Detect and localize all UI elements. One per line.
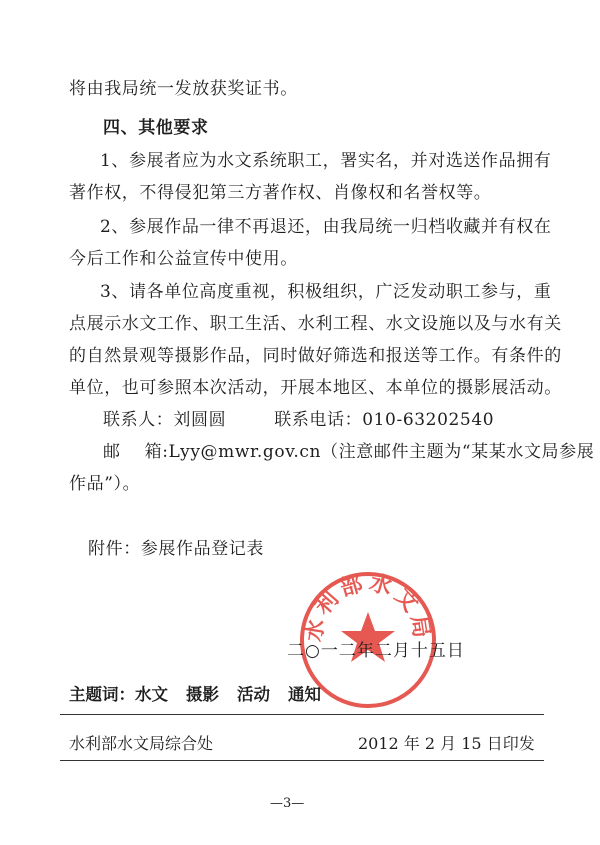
email-line-continued: 作品”）。 xyxy=(69,474,141,494)
body-line: 单位，也可参照本次活动，开展本地区、本单位的摄影展活动。 xyxy=(69,378,562,398)
keyword-item: 活动 xyxy=(237,685,270,704)
section-heading: 四、其他要求 xyxy=(103,118,209,138)
issue-date-signature: 二○一二年二月十五日 xyxy=(287,641,465,661)
body-line: 2、参展作品一律不再退还，由我局统一归档收藏并有权在 xyxy=(100,217,552,237)
keywords-line xyxy=(69,684,331,706)
contact-line: 联系人：刘圆圆 联系电话：010-63202540 xyxy=(103,410,495,430)
divider-bottom xyxy=(60,760,544,761)
seal-text: 水利部水文局 xyxy=(300,569,436,644)
body-line: 将由我局统一发放获奖证书。 xyxy=(69,79,298,99)
keywords-label: 主题词： xyxy=(69,685,135,704)
body-line: 点展示水文工作、职工生活、水利工程、水文设施以及与水有关 xyxy=(69,314,562,334)
body-line: 1、参展者应为水文系统职工，署实名，并对选送作品拥有 xyxy=(100,151,552,171)
issuer-name: 水利部水文局综合处 xyxy=(69,734,214,753)
keyword-item: 水文 xyxy=(135,685,168,704)
page-number: —3— xyxy=(270,796,305,811)
body-line: 的自然景观等摄影作品，同时做好筛选和报送等工作。有条件的 xyxy=(69,346,562,366)
attachment-line: 附件：参展作品登记表 xyxy=(88,539,264,559)
issue-date-print: 2012 年 2 月 15 日印发 xyxy=(358,734,535,753)
body-line: 今后工作和公益宣传中使用。 xyxy=(69,249,298,269)
divider-top xyxy=(60,714,544,715)
keyword-item: 摄影 xyxy=(186,685,219,704)
email-line: 邮 箱:Lyy@mwr.gov.cn（注意邮件主题为“某某水文局参展 xyxy=(103,442,595,462)
body-line: 著作权，不得侵犯第三方著作权、肖像权和名誉权等。 xyxy=(69,183,492,203)
body-line: 3、请各单位高度重视，积极组织，广泛发动职工参与，重 xyxy=(100,282,552,302)
keyword-item: 通知 xyxy=(288,685,321,704)
